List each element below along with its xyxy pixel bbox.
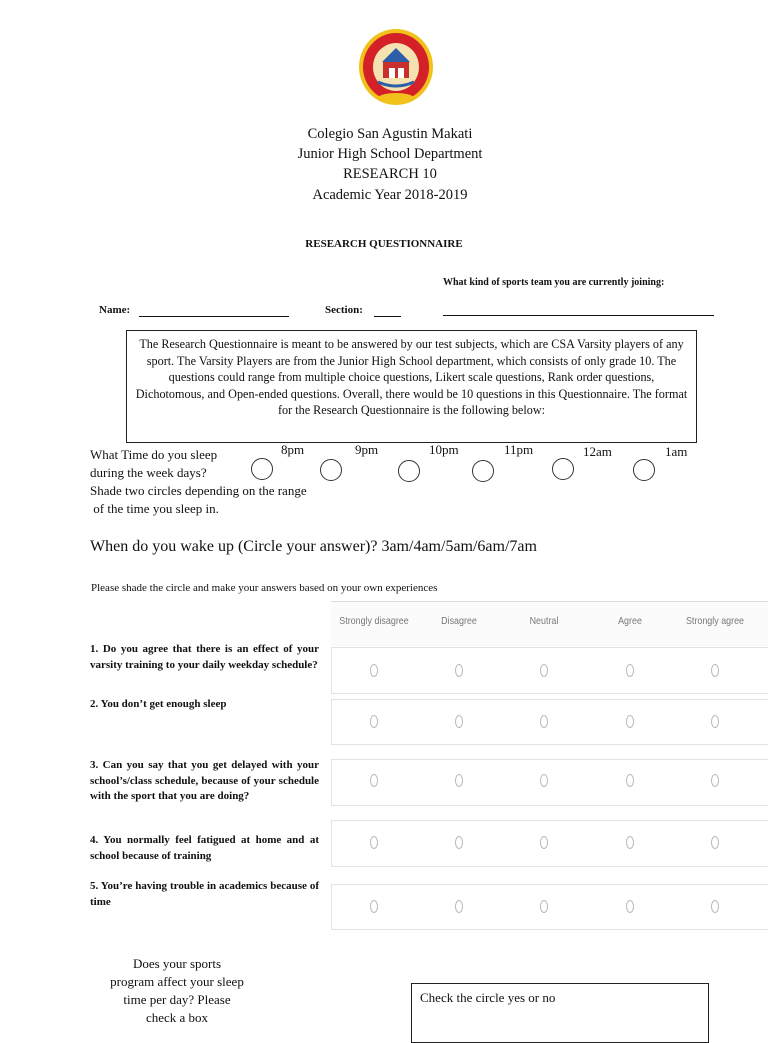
likert-radio-q5-4[interactable] bbox=[626, 900, 634, 913]
likert-row bbox=[331, 699, 768, 745]
column-agree: Agree bbox=[618, 615, 642, 627]
column-strongly-disagree: Strongly disagree bbox=[339, 615, 409, 627]
likert-radio-q4-3[interactable] bbox=[540, 836, 548, 849]
intro-box: The Research Questionnaire is meant to be answered by our test subjects, which are CSA Varsity players of any sport. The Varsity Players are from the Junior High School department, which consists of only grade 10. The questions could range from multiple choice questions, Likert scale questions, Rank order questions, Dichotomous, and Open-ended questions. Overall, there would be 10 questions in this Questionnaire. The format for the Research Questionnaire is the following below: bbox=[126, 330, 697, 443]
sleep-circle-10pm[interactable] bbox=[398, 460, 420, 482]
column-disagree: Disagree bbox=[441, 615, 477, 627]
section-label: Section: bbox=[325, 304, 363, 316]
likert-radio-q3-3[interactable] bbox=[540, 774, 548, 787]
sleep-question-line: during the week days? bbox=[90, 465, 207, 480]
sleep-question-line: of the time you sleep in. bbox=[90, 501, 219, 516]
subject-name: RESEARCH 10 bbox=[343, 166, 437, 182]
school-seal-icon bbox=[358, 28, 434, 106]
sleep-circle-12am[interactable] bbox=[552, 458, 574, 480]
likert-radio-q5-5[interactable] bbox=[711, 900, 719, 913]
likert-radio-q4-2[interactable] bbox=[455, 836, 463, 849]
time-label-1am: 1am bbox=[665, 444, 688, 459]
likert-question-3: 3. Can you say that you get delayed with your school’s/class schedule, because of your schedule with the sport that you are doing? bbox=[90, 759, 319, 802]
likert-row bbox=[331, 647, 768, 694]
department-name: Junior High School Department bbox=[297, 146, 483, 162]
sleep-question bbox=[90, 446, 380, 518]
team-label: What kind of sports team you are currently joining: bbox=[443, 277, 665, 288]
likert-radio-q1-1[interactable] bbox=[370, 664, 378, 677]
sleep-question-line: What Time do you sleep bbox=[90, 447, 218, 462]
likert-radio-q5-1[interactable] bbox=[370, 900, 378, 913]
likert-row bbox=[331, 884, 768, 930]
likert-radio-q1-2[interactable] bbox=[455, 664, 463, 677]
likert-row bbox=[331, 820, 768, 867]
sleep-circle-8pm[interactable] bbox=[251, 458, 273, 480]
sleep-circle-1am[interactable] bbox=[633, 459, 655, 481]
page-title: RESEARCH QUESTIONNAIRE bbox=[305, 238, 463, 250]
yes-no-box bbox=[411, 983, 709, 1043]
likert-radio-q3-4[interactable] bbox=[626, 774, 634, 787]
column-strongly-agree: Strongly agree bbox=[685, 615, 745, 627]
likert-radio-q5-2[interactable] bbox=[455, 900, 463, 913]
likert-radio-q3-5[interactable] bbox=[711, 774, 719, 787]
likert-radio-q1-3[interactable] bbox=[540, 664, 548, 677]
sports-question: Does your sports program affect your sleep time per day? Please check a box bbox=[110, 956, 244, 1025]
school-name: Colegio San Agustin Makati bbox=[307, 126, 473, 142]
likert-row bbox=[331, 759, 768, 806]
time-label-8pm: 8pm bbox=[281, 442, 305, 457]
likert-radio-q3-2[interactable] bbox=[455, 774, 463, 787]
time-label-9pm: 9pm bbox=[355, 442, 379, 457]
likert-radio-q2-2[interactable] bbox=[455, 715, 463, 728]
team-field[interactable] bbox=[443, 315, 714, 316]
column-neutral: Neutral bbox=[529, 615, 559, 627]
section-field[interactable] bbox=[374, 316, 401, 317]
likert-radio-q2-3[interactable] bbox=[540, 715, 548, 728]
time-label-10pm: 10pm bbox=[429, 442, 459, 457]
sleep-circle-9pm[interactable] bbox=[320, 459, 342, 481]
likert-radio-q4-1[interactable] bbox=[370, 836, 378, 849]
likert-question-4: 4. You normally feel fatigued at home and at school because of training bbox=[90, 834, 319, 862]
likert-radio-q1-5[interactable] bbox=[711, 664, 719, 677]
likert-radio-q4-4[interactable] bbox=[626, 836, 634, 849]
time-label-11pm: 11pm bbox=[504, 442, 534, 457]
likert-radio-q5-3[interactable] bbox=[540, 900, 548, 913]
name-label: Name: bbox=[99, 304, 131, 316]
yes-no-label: Check the circle yes or no bbox=[420, 990, 556, 1005]
likert-radio-q3-1[interactable] bbox=[370, 774, 378, 787]
time-label-12am: 12am bbox=[583, 444, 612, 459]
sleep-circle-11pm[interactable] bbox=[472, 460, 494, 482]
likert-radio-q2-1[interactable] bbox=[370, 715, 378, 728]
sleep-question-line: Shade two circles depending on the range bbox=[90, 483, 307, 498]
likert-question-2: 2. You don’t get enough sleep bbox=[90, 698, 227, 710]
likert-instruction: Please shade the circle and make your answers based on your own experiences bbox=[91, 582, 438, 594]
academic-year: Academic Year 2018-2019 bbox=[312, 187, 468, 203]
likert-radio-q1-4[interactable] bbox=[626, 664, 634, 677]
wake-question: When do you wake up (Circle your answer)? 3am/4am/5am/6am/7am bbox=[90, 538, 537, 555]
likert-question-5: 5. You’re having trouble in academics because of time bbox=[90, 880, 319, 908]
likert-radio-q2-4[interactable] bbox=[626, 715, 634, 728]
likert-radio-q2-5[interactable] bbox=[711, 715, 719, 728]
likert-radio-q4-5[interactable] bbox=[711, 836, 719, 849]
name-field[interactable] bbox=[139, 316, 289, 317]
likert-question-1: 1. Do you agree that there is an effect of your varsity training to your daily weekday schedule? bbox=[90, 643, 319, 671]
